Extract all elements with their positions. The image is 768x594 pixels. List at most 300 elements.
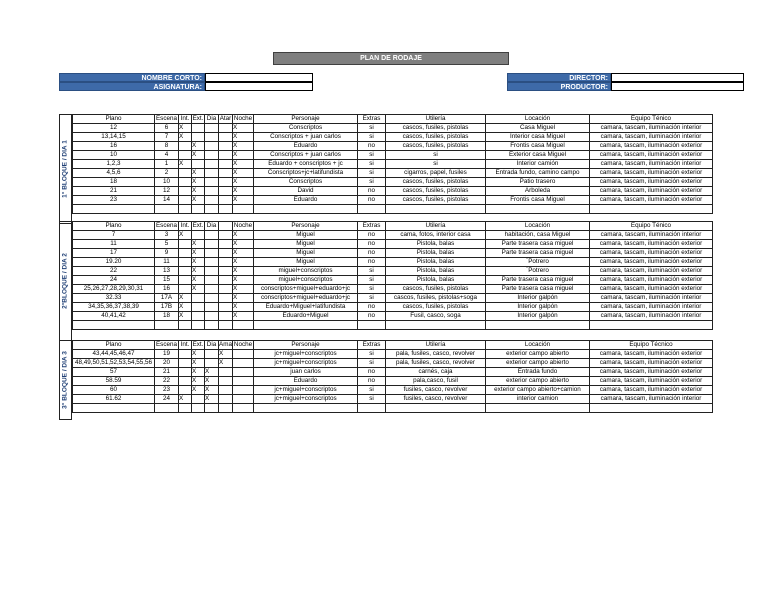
table-cell[interactable]: Eduardo — [254, 196, 358, 205]
table-cell[interactable]: 21 — [73, 187, 155, 196]
table-cell[interactable] — [179, 142, 192, 151]
table-cell[interactable] — [179, 196, 192, 205]
table-cell[interactable] — [192, 160, 205, 169]
table-cell[interactable]: Parte trasera casa miguel — [486, 240, 590, 249]
table-cell[interactable] — [192, 303, 205, 312]
table-cell[interactable]: no — [358, 303, 386, 312]
table-cell[interactable]: si — [386, 151, 486, 160]
table-cell[interactable] — [205, 231, 219, 240]
table-cell[interactable] — [179, 350, 192, 359]
table-cell[interactable]: 60 — [73, 386, 155, 395]
table-cell[interactable] — [590, 404, 713, 413]
table-cell[interactable] — [219, 294, 233, 303]
table-cell[interactable]: X — [192, 267, 205, 276]
table-cell[interactable]: X — [233, 178, 254, 187]
table-cell[interactable]: 21 — [155, 368, 179, 377]
table-cell[interactable]: 12 — [73, 124, 155, 133]
table-cell[interactable]: camara, tascam, iluminación exterior — [590, 178, 713, 187]
table-cell[interactable]: camara, tascam, iluminación exterior — [590, 240, 713, 249]
table-cell[interactable] — [155, 404, 179, 413]
table-cell[interactable] — [205, 240, 219, 249]
table-cell[interactable]: si — [358, 178, 386, 187]
table-cell[interactable]: camara, tascam, iluminación interior — [590, 303, 713, 312]
table-cell[interactable]: Interior galpón — [486, 303, 590, 312]
table-cell[interactable]: 7 — [155, 133, 179, 142]
table-cell[interactable]: X — [233, 196, 254, 205]
table-cell[interactable]: Miguel — [254, 258, 358, 267]
table-cell[interactable] — [192, 312, 205, 321]
table-cell[interactable]: Interior camión — [486, 160, 590, 169]
table-cell[interactable]: cascos, fusiles, pistolas+soga — [386, 294, 486, 303]
table-cell[interactable] — [219, 285, 233, 294]
table-cell[interactable] — [219, 160, 233, 169]
table-cell[interactable]: habitación, casa Miguel — [486, 231, 590, 240]
table-cell[interactable] — [486, 404, 590, 413]
table-cell[interactable]: camara, tascam, iluminación exterior — [590, 359, 713, 368]
table-cell[interactable]: camara, tascam, iluminación exterior — [590, 151, 713, 160]
table-cell[interactable] — [205, 258, 219, 267]
table-cell[interactable] — [192, 395, 205, 404]
table-cell[interactable] — [179, 240, 192, 249]
table-cell[interactable]: Parte trasera casa miguel — [486, 285, 590, 294]
table-cell[interactable] — [205, 151, 219, 160]
table-cell[interactable]: X — [233, 303, 254, 312]
table-cell[interactable] — [205, 267, 219, 276]
table-cell[interactable] — [233, 377, 254, 386]
table-cell[interactable]: cascos, fusiles, pistolas — [386, 187, 486, 196]
table-cell[interactable] — [179, 267, 192, 276]
table-cell[interactable]: 23 — [155, 386, 179, 395]
table-cell[interactable]: si — [358, 267, 386, 276]
table-cell[interactable]: camara, tascam, iluminación exterior — [590, 386, 713, 395]
table-cell[interactable] — [205, 196, 219, 205]
table-cell[interactable] — [219, 196, 233, 205]
nombre-corto-field[interactable] — [205, 73, 313, 82]
table-cell[interactable] — [386, 404, 486, 413]
table-cell[interactable] — [590, 321, 713, 330]
table-cell[interactable]: 10 — [73, 151, 155, 160]
table-cell[interactable] — [192, 321, 205, 330]
table-cell[interactable]: 3 — [155, 231, 179, 240]
table-cell[interactable]: camara, tascam, iluminación interior — [590, 124, 713, 133]
table-cell[interactable] — [179, 276, 192, 285]
table-cell[interactable]: Miguel — [254, 249, 358, 258]
table-cell[interactable]: pala, fusiles, casco, revolver — [386, 350, 486, 359]
table-cell[interactable] — [219, 169, 233, 178]
table-cell[interactable]: Miguel — [254, 240, 358, 249]
table-cell[interactable]: X — [233, 312, 254, 321]
table-cell[interactable] — [219, 249, 233, 258]
table-cell[interactable]: si — [358, 294, 386, 303]
table-cell[interactable]: X — [233, 276, 254, 285]
table-cell[interactable]: no — [358, 196, 386, 205]
table-cell[interactable]: X — [179, 303, 192, 312]
table-cell[interactable]: X — [179, 312, 192, 321]
table-cell[interactable] — [205, 276, 219, 285]
table-cell[interactable]: pala, fusiles, casco, revolver — [386, 359, 486, 368]
table-cell[interactable] — [219, 404, 233, 413]
table-cell[interactable]: ´Potrero — [486, 267, 590, 276]
table-cell[interactable] — [205, 321, 219, 330]
table-cell[interactable] — [386, 205, 486, 214]
table-cell[interactable]: X — [192, 142, 205, 151]
table-cell[interactable]: Conscriptos — [254, 124, 358, 133]
table-cell[interactable] — [219, 395, 233, 404]
table-cell[interactable]: exterior campo abierto — [486, 350, 590, 359]
table-cell[interactable] — [205, 312, 219, 321]
table-cell[interactable]: 20 — [155, 359, 179, 368]
table-cell[interactable] — [192, 294, 205, 303]
table-cell[interactable]: pala,casco, fusil — [386, 377, 486, 386]
table-cell[interactable]: 24 — [155, 395, 179, 404]
table-cell[interactable] — [179, 187, 192, 196]
table-cell[interactable]: X — [233, 285, 254, 294]
table-cell[interactable]: Eduardo — [254, 142, 358, 151]
table-cell[interactable] — [486, 321, 590, 330]
table-cell[interactable] — [205, 303, 219, 312]
table-cell[interactable]: cigarros, papel, fusiles — [386, 169, 486, 178]
table-cell[interactable] — [205, 350, 219, 359]
table-cell[interactable]: 58.59 — [73, 377, 155, 386]
table-cell[interactable] — [233, 205, 254, 214]
table-cell[interactable]: camara, tascam, iluminación interior — [590, 294, 713, 303]
table-cell[interactable]: 57 — [73, 368, 155, 377]
table-cell[interactable] — [205, 178, 219, 187]
table-cell[interactable] — [219, 258, 233, 267]
table-cell[interactable]: fusiles, casco, revolver — [386, 386, 486, 395]
table-cell[interactable]: no — [358, 240, 386, 249]
table-cell[interactable]: cascos, fusiles, pistolas — [386, 303, 486, 312]
table-cell[interactable]: 19 — [155, 350, 179, 359]
table-cell[interactable]: 4 — [155, 151, 179, 160]
table-cell[interactable] — [73, 321, 155, 330]
table-cell[interactable]: Frontis casa Miguel — [486, 142, 590, 151]
table-cell[interactable]: si — [358, 169, 386, 178]
table-cell[interactable]: exterior campo abierto+camion — [486, 386, 590, 395]
table-cell[interactable]: camara, tascam, iluminación interior — [590, 312, 713, 321]
table-cell[interactable] — [205, 133, 219, 142]
table-cell[interactable]: 43,44,45,46,47 — [73, 350, 155, 359]
table-cell[interactable]: 13 — [155, 267, 179, 276]
table-cell[interactable]: X — [179, 133, 192, 142]
table-cell[interactable]: si — [358, 350, 386, 359]
table-cell[interactable]: camara, tascam, iluminación exterior — [590, 267, 713, 276]
table-cell[interactable]: X — [205, 368, 219, 377]
table-cell[interactable]: X — [192, 386, 205, 395]
table-cell[interactable]: si — [358, 124, 386, 133]
table-cell[interactable] — [219, 231, 233, 240]
table-cell[interactable]: X — [192, 178, 205, 187]
table-cell[interactable]: exterior campo abierto — [486, 377, 590, 386]
table-cell[interactable] — [233, 386, 254, 395]
table-cell[interactable]: cascos, fusiles, pistolas — [386, 133, 486, 142]
table-cell[interactable] — [179, 386, 192, 395]
table-cell[interactable]: David — [254, 187, 358, 196]
table-cell[interactable]: X — [179, 160, 192, 169]
table-cell[interactable]: X — [192, 240, 205, 249]
table-cell[interactable]: Conscriptos — [254, 178, 358, 187]
table-cell[interactable]: 61.62 — [73, 395, 155, 404]
table-cell[interactable]: X — [192, 377, 205, 386]
table-cell[interactable]: X — [219, 359, 233, 368]
table-cell[interactable]: X — [233, 267, 254, 276]
table-cell[interactable] — [205, 187, 219, 196]
table-cell[interactable]: no — [358, 249, 386, 258]
table-cell[interactable]: X — [192, 258, 205, 267]
table-cell[interactable]: no — [358, 377, 386, 386]
table-cell[interactable]: X — [233, 151, 254, 160]
table-cell[interactable] — [219, 377, 233, 386]
table-cell[interactable]: 10 — [155, 178, 179, 187]
table-cell[interactable] — [179, 368, 192, 377]
table-cell[interactable]: X — [192, 285, 205, 294]
table-cell[interactable]: Entrada fundo — [486, 368, 590, 377]
table-cell[interactable]: X — [233, 124, 254, 133]
table-cell[interactable]: si — [358, 285, 386, 294]
table-cell[interactable]: no — [358, 258, 386, 267]
table-cell[interactable]: Casa Miguel — [486, 124, 590, 133]
table-cell[interactable]: 4,5,6 — [73, 169, 155, 178]
table-cell[interactable]: X — [205, 377, 219, 386]
table-cell[interactable]: Parte trasera casa miguel — [486, 276, 590, 285]
table-cell[interactable] — [219, 386, 233, 395]
table-cell[interactable]: conscriptos+miguel+eduardo+jc — [254, 294, 358, 303]
table-cell[interactable]: Interior galpón — [486, 294, 590, 303]
table-cell[interactable] — [219, 368, 233, 377]
table-cell[interactable]: X — [233, 160, 254, 169]
table-cell[interactable]: 11 — [155, 258, 179, 267]
table-cell[interactable]: Conscriptos+jc+latifundista — [254, 169, 358, 178]
table-cell[interactable]: Eduardo+Miguel — [254, 312, 358, 321]
table-cell[interactable]: si — [358, 133, 386, 142]
table-cell[interactable]: 34,35,36,37,38,39 — [73, 303, 155, 312]
table-cell[interactable] — [358, 404, 386, 413]
table-cell[interactable]: X — [192, 169, 205, 178]
table-cell[interactable]: Miguel — [254, 231, 358, 240]
table-cell[interactable]: Entrada fundo, camino campo — [486, 169, 590, 178]
table-cell[interactable]: 15 — [155, 276, 179, 285]
table-cell[interactable] — [358, 321, 386, 330]
table-cell[interactable]: ´Potrero — [486, 258, 590, 267]
table-cell[interactable]: X — [219, 350, 233, 359]
table-cell[interactable]: X — [233, 142, 254, 151]
table-cell[interactable]: camara, tascam, iluminación exterior — [590, 169, 713, 178]
table-cell[interactable]: camara, tascam, iluminación exterior — [590, 187, 713, 196]
table-cell[interactable] — [219, 151, 233, 160]
table-cell[interactable]: X — [233, 258, 254, 267]
table-cell[interactable]: 48,49,50,51,52,53,54,55,56 — [73, 359, 155, 368]
table-cell[interactable]: 9 — [155, 249, 179, 258]
table-cell[interactable] — [233, 350, 254, 359]
table-cell[interactable] — [219, 124, 233, 133]
table-cell[interactable]: X — [192, 368, 205, 377]
table-cell[interactable] — [73, 404, 155, 413]
table-cell[interactable] — [192, 404, 205, 413]
table-cell[interactable]: cascos, fusiles, pistolas — [386, 196, 486, 205]
table-cell[interactable] — [179, 404, 192, 413]
table-cell[interactable]: cascos, fusiles, pistolas — [386, 142, 486, 151]
table-cell[interactable]: camara, tascam, iluminación interior — [590, 133, 713, 142]
table-cell[interactable]: si — [358, 151, 386, 160]
table-cell[interactable]: cascos, fusiles, pistolas — [386, 124, 486, 133]
table-cell[interactable] — [179, 169, 192, 178]
table-cell[interactable] — [179, 249, 192, 258]
table-cell[interactable]: camara, tascam, iluminación exterior — [590, 350, 713, 359]
table-cell[interactable]: 11 — [73, 240, 155, 249]
table-cell[interactable]: X — [179, 395, 192, 404]
table-cell[interactable]: si — [358, 386, 386, 395]
table-cell[interactable]: 13,14,15 — [73, 133, 155, 142]
table-cell[interactable]: 8 — [155, 142, 179, 151]
table-cell[interactable] — [155, 321, 179, 330]
table-cell[interactable]: jc+miguel+conscriptos — [254, 359, 358, 368]
table-cell[interactable]: Frontis casa Miguel — [486, 196, 590, 205]
table-cell[interactable]: 2 — [155, 169, 179, 178]
table-cell[interactable] — [205, 359, 219, 368]
table-cell[interactable]: cascos, fusiles, pistolas — [386, 178, 486, 187]
table-cell[interactable]: 19.20 — [73, 258, 155, 267]
table-cell[interactable] — [179, 258, 192, 267]
table-cell[interactable]: camara, tascam, iluminación exterior — [590, 142, 713, 151]
productor-field[interactable] — [611, 82, 744, 91]
table-cell[interactable] — [219, 178, 233, 187]
table-cell[interactable] — [179, 285, 192, 294]
table-cell[interactable] — [205, 142, 219, 151]
table-cell[interactable]: jc+miguel+conscriptos — [254, 386, 358, 395]
table-cell[interactable]: X — [179, 124, 192, 133]
table-cell[interactable] — [205, 404, 219, 413]
table-cell[interactable]: Patio trasero — [486, 178, 590, 187]
table-cell[interactable]: X — [233, 231, 254, 240]
table-cell[interactable]: camara, tascam, iluminación exterior — [590, 377, 713, 386]
table-cell[interactable] — [254, 404, 358, 413]
table-cell[interactable] — [486, 205, 590, 214]
table-cell[interactable]: X — [192, 196, 205, 205]
table-cell[interactable] — [205, 205, 219, 214]
table-cell[interactable]: miguel+conscriptos — [254, 267, 358, 276]
table-cell[interactable]: 22 — [155, 377, 179, 386]
table-cell[interactable]: si — [358, 395, 386, 404]
table-cell[interactable] — [254, 205, 358, 214]
table-cell[interactable]: 17B — [155, 303, 179, 312]
table-cell[interactable] — [179, 178, 192, 187]
table-cell[interactable] — [219, 312, 233, 321]
director-field[interactable] — [611, 73, 744, 82]
table-cell[interactable]: si — [386, 160, 486, 169]
table-cell[interactable]: X — [192, 151, 205, 160]
table-cell[interactable] — [179, 321, 192, 330]
table-cell[interactable] — [219, 321, 233, 330]
table-cell[interactable]: 7 — [73, 231, 155, 240]
table-cell[interactable]: Eduardo + conscriptos + jc — [254, 160, 358, 169]
table-cell[interactable]: X — [179, 294, 192, 303]
table-cell[interactable]: Pistola, balas — [386, 276, 486, 285]
table-cell[interactable]: X — [192, 276, 205, 285]
table-cell[interactable]: Pistola, balas — [386, 240, 486, 249]
table-cell[interactable]: X — [192, 350, 205, 359]
table-cell[interactable]: jc+miguel+conscriptos — [254, 350, 358, 359]
table-cell[interactable]: Conscriptos + juan carlos — [254, 151, 358, 160]
table-cell[interactable]: camara, tascam, iluminación interior — [590, 231, 713, 240]
table-cell[interactable]: no — [358, 312, 386, 321]
table-cell[interactable] — [179, 359, 192, 368]
table-cell[interactable] — [205, 249, 219, 258]
table-cell[interactable] — [205, 169, 219, 178]
table-cell[interactable]: Interior galpón — [486, 312, 590, 321]
table-cell[interactable]: Exterior casa Miguel — [486, 151, 590, 160]
table-cell[interactable]: 17A — [155, 294, 179, 303]
table-cell[interactable]: X — [233, 249, 254, 258]
table-cell[interactable]: 16 — [73, 142, 155, 151]
table-cell[interactable]: camara, tascam, iluminación exterior — [590, 249, 713, 258]
table-cell[interactable] — [192, 205, 205, 214]
table-cell[interactable] — [192, 124, 205, 133]
table-cell[interactable]: camara, tascam, iluminación exterior — [590, 276, 713, 285]
table-cell[interactable] — [219, 267, 233, 276]
table-cell[interactable] — [233, 395, 254, 404]
table-cell[interactable]: no — [358, 231, 386, 240]
table-cell[interactable]: Pistola, balas — [386, 267, 486, 276]
table-cell[interactable] — [219, 205, 233, 214]
table-cell[interactable]: no — [358, 368, 386, 377]
table-cell[interactable]: 18 — [73, 178, 155, 187]
table-cell[interactable]: 6 — [155, 124, 179, 133]
table-cell[interactable]: X — [233, 187, 254, 196]
table-cell[interactable]: 32.33 — [73, 294, 155, 303]
table-cell[interactable]: Arboleda — [486, 187, 590, 196]
table-cell[interactable]: X — [233, 133, 254, 142]
table-cell[interactable] — [205, 124, 219, 133]
table-cell[interactable]: camara, tascam, iluminación interior — [590, 160, 713, 169]
table-cell[interactable] — [219, 187, 233, 196]
table-cell[interactable] — [358, 205, 386, 214]
table-cell[interactable] — [233, 368, 254, 377]
asignatura-field[interactable] — [205, 82, 313, 91]
table-cell[interactable]: Conscriptos + juan carlos — [254, 133, 358, 142]
table-cell[interactable]: Interior casa Miguel — [486, 133, 590, 142]
table-cell[interactable]: carnés, caja — [386, 368, 486, 377]
table-cell[interactable]: 23 — [73, 196, 155, 205]
table-cell[interactable]: 16 — [155, 285, 179, 294]
table-cell[interactable] — [233, 404, 254, 413]
table-cell[interactable]: si — [358, 359, 386, 368]
table-cell[interactable]: X — [192, 249, 205, 258]
table-cell[interactable] — [179, 151, 192, 160]
table-cell[interactable] — [192, 231, 205, 240]
table-cell[interactable]: camara, tascam, iluminación exterior — [590, 196, 713, 205]
table-cell[interactable] — [205, 160, 219, 169]
table-cell[interactable]: 18 — [155, 312, 179, 321]
table-cell[interactable] — [155, 205, 179, 214]
table-cell[interactable]: X — [192, 187, 205, 196]
table-cell[interactable]: 14 — [155, 196, 179, 205]
table-cell[interactable] — [233, 321, 254, 330]
table-cell[interactable]: cama, fotos, interior casa — [386, 231, 486, 240]
table-cell[interactable] — [205, 294, 219, 303]
table-cell[interactable]: si — [358, 160, 386, 169]
table-cell[interactable]: exterior campo abierto — [486, 359, 590, 368]
table-cell[interactable]: X — [233, 169, 254, 178]
table-cell[interactable] — [73, 205, 155, 214]
table-cell[interactable]: si — [358, 276, 386, 285]
table-cell[interactable] — [219, 276, 233, 285]
table-cell[interactable] — [219, 142, 233, 151]
table-cell[interactable]: 25,26,27,28,29,30,31 — [73, 285, 155, 294]
table-cell[interactable]: X — [205, 386, 219, 395]
table-cell[interactable] — [219, 133, 233, 142]
table-cell[interactable] — [179, 205, 192, 214]
table-cell[interactable]: X — [233, 294, 254, 303]
